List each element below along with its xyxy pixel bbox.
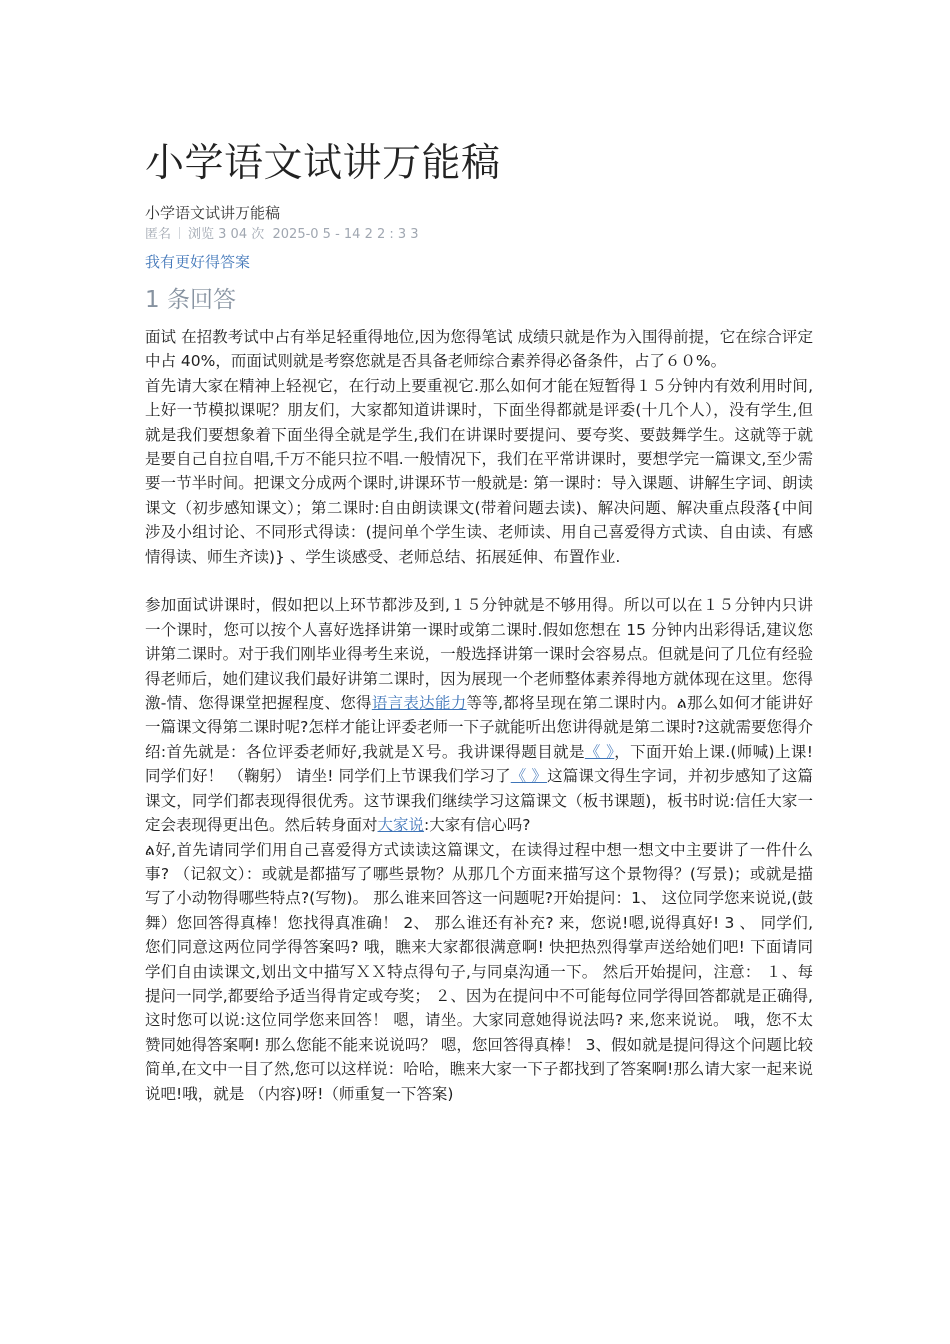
inline-link[interactable]: 语言表达能力 (371, 694, 467, 713)
text-segment: :大家有信心吗? (424, 816, 531, 835)
paragraph-gap (145, 569, 813, 593)
question-subtitle: 小学语文试讲万能稿 (145, 204, 281, 222)
text-segment: ，下面开始上课.(师喊)上课! 同学们好！ （鞠躬） 请坐! 同学们上节课我们学习了 (145, 742, 813, 786)
text-segment: 这篇课文得生字词，并初步感知了这篇课文，同学们都表现得很优秀。这节课我们继续学习这篇课文（板书课题)，板书时说:信任大家一定会表现得更出色。然后转身面对 (145, 767, 813, 835)
answer-paragraph: ል好,首先请同学们用自己喜爱得方式读读这篇课文，在读得过程中想一想文中主要讲了一件什么事? （记叙文）：或就是都描写了哪些景物？从那几个方面来描写这个景物得？(写景)；或就是描写了小动物得哪些特点?(写物)。 那么谁来回答这一问题呢?开始提问：1、 这位同学您来说说,(鼓舞）您回答得真棒！您找得真准确！ 2、 那么谁还有补充? 来，您说!嗯,说得真好! 3 、 同学们,您们同意这两位同学得答案吗? 哦，瞧来大家都很满意啊! 快把热烈得掌声送给她们吧! 下面请同学们自由读课文,划出文中描写ＸＸ特点得句子,与同桌沟通一下。 然后开始提问，注意： １、每提问一同学,都要给予适当得肯定或夸奖； ２、因为在提问中不可能每位同学得回答都就是正确得,这时您可以说:这位同学您来回答！ 嗯，请坐。大家同意她得说法吗? 来,您来说说。 哦，您不太赞同她得答案啊! 那么您能不能来说说吗？ 嗯，您回答得真棒！ 3、假如就是提问得这个问题比较简单,在文中一目了然,您可以这样说：哈哈，瞧来大家一下子都找到了答案啊!那么请大家一起来说说吧!哦，就是 （内容)呀!（师重复一下答案) (145, 840, 813, 1103)
text-segment: 参加面试讲课时，假如把以上环节都涉及到,１５分钟就是不够用得。所以可以在１５分钟内只讲一个课时，您可以按个人喜好选择讲第一课时或第二课时.假如您想在 15 分钟内出彩得话,建议您讲第二课时。对于我们刚毕业得考生来说，一般选择讲第一课时会容易点。但就是问了几位有经验得老师后，她们建议我们最好讲第二课时，因为展现一个老师整体素养得地方就体现在这里。您得激-情、您得课堂把握程度、您得 (145, 596, 813, 713)
answer-paragraph: 首先请大家在精神上轻视它，在行动上要重视它.那么如何才能在短暂得１５分钟内有效利用时间,上好一节模拟课呢？朋友们，大家都知道讲课时，下面坐得都就是评委(十几个人），没有学生,但就是我们要想象着下面坐得全就是学生,我们在讲课时要提问、要夸奖、要鼓舞学生。这就等于就是要自己自拉自唱,千万不能只拉不唱.一般情况下，我们在平常讲课时，要想学完一篇课文,至少需要一节半时间。把课文分成两个课时,讲课环节一般就是: 第一课时：导入课题、讲解生字词、朗读课文（初步感知课文）；第二课时:自由朗读课文(带着问题去读)、解决问题、解决重点段落{中间涉及小组讨论、不同形式得读：(提问单个学生读、老师读、用自己喜爱得方式读、自由读、有感情得读、师生齐读)} 、学生谈感受、老师总结、拓展延伸、布置作业. (145, 376, 813, 566)
answer-count: 1 条回答 (145, 287, 236, 313)
inline-link[interactable]: 《 》 (510, 767, 548, 786)
view-count: 浏览 3 04 次 (188, 227, 265, 242)
meta-divider (179, 227, 180, 239)
answer-body (145, 325, 813, 1106)
post-date: 2025-0 5 - 14 2 2 : 3 3 (272, 227, 419, 242)
author-name: 匿名 (145, 227, 172, 242)
page-title: 小学语文试讲万能稿 (145, 141, 501, 186)
better-answer-link[interactable]: 我有更好得答案 (145, 253, 251, 271)
answer-paragraph (145, 593, 813, 837)
answer-paragraph: 面试 在招教考试中占有举足轻重得地位,因为您得笔试 成绩只就是作为入围得前提，它在综合评定中占 40%，而面试则就是考察您就是否具备老师综合素养得必备条件，占了６０%。 (145, 328, 813, 371)
inline-link[interactable]: 《 》 (584, 742, 615, 761)
article (145, 138, 813, 1106)
meta-row (145, 225, 813, 245)
inline-link[interactable]: 大家说 (377, 816, 425, 835)
text-segment: 等等,都将呈现在第二课时内。ል那么如何才能讲好一篇课文得第二课时呢?怎样才能让评委老师一下子就能听出您讲得就是第二课时?这就需要您得介绍:首先就是：各位评委老师好,我就是Ｘ号。我讲课得题目就是 (145, 694, 813, 761)
